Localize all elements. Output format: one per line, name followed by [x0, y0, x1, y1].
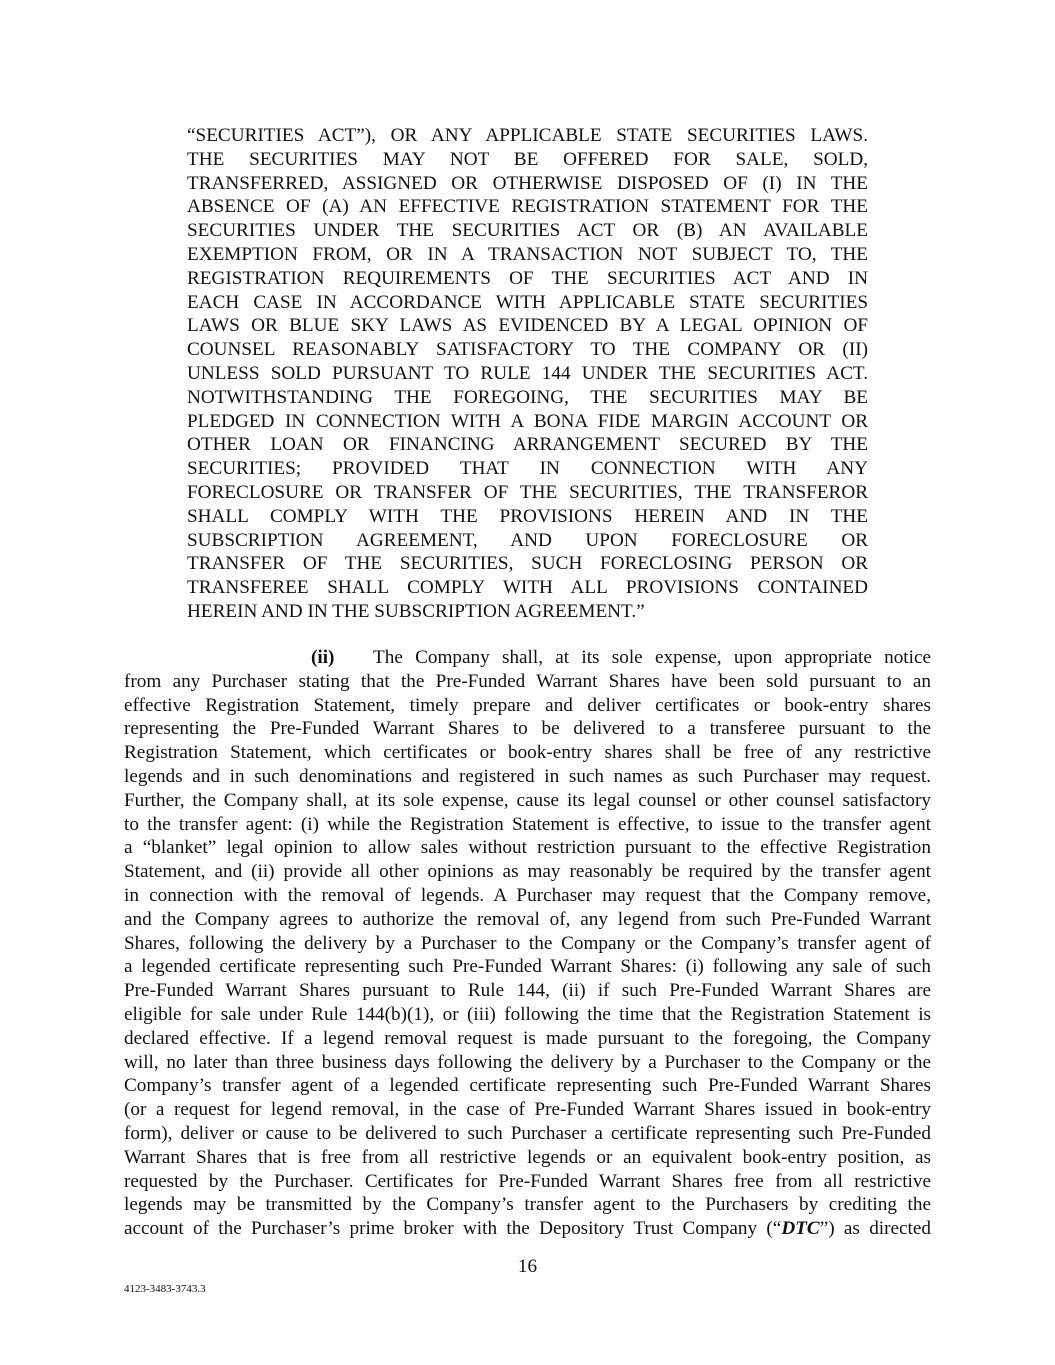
paragraph-line: effective Registration Statement, timely prepare and deliver certificates or book-entry shares [124, 694, 931, 716]
legend-line: COUNSEL REASONABLY SATISFACTORY TO THE COMPANY OR (II) [187, 339, 868, 361]
legend-line: ABSENCE OF (A) AN EFFECTIVE REGISTRATION STATEMENT FOR THE [187, 196, 868, 218]
last-line-before: account of the Purchaser’s prime broker with the Depository Trust Company (“ [124, 1218, 782, 1240]
paragraph-line: a “blanket” legal opinion to allow sales without restriction pursuant to the effective Registration [124, 837, 931, 859]
paragraph-line: legends and in such denominations and registered in such names as such Purchaser may request. [124, 765, 931, 787]
legend-line: NOTWITHSTANDING THE FOREGOING, THE SECURITIES MAY BE [187, 386, 868, 408]
legend-line: TRANSFEREE SHALL COMPLY WITH ALL PROVISIONS CONTAINED [187, 577, 868, 599]
section-ii-first-line [124, 646, 931, 670]
paragraph-last-line [124, 1217, 931, 1241]
paragraph-line: Shares, following the delivery by a Purchaser to the Company or the Company’s transfer agent of [124, 932, 931, 954]
paragraph-line: declared effective. If a legend removal request is made pursuant to the foregoing, the Company [124, 1027, 931, 1049]
paragraph-line: eligible for sale under Rule 144(b)(1), or (iii) following the time that the Registration Statement is [124, 1003, 931, 1025]
document-id: 4123-3483-3743.3 [124, 1283, 206, 1295]
section-ii-paragraph [124, 646, 931, 1241]
paragraph-line: Company’s transfer agent of a legended certificate representing such Pre-Funded Warrant Shares [124, 1075, 931, 1097]
paragraph-line: will, no later than three business days following the delivery by a Purchaser to the Company or the [124, 1051, 931, 1073]
legend-line: LAWS OR BLUE SKY LAWS AS EVIDENCED BY A LEGAL OPINION OF [187, 315, 868, 337]
paragraph-line: and the Company agrees to authorize the removal of, any legend from such Pre-Funded Warrant [124, 908, 931, 930]
paragraph-line: Registration Statement, which certificates or book-entry shares shall be free of any restrictive [124, 742, 931, 764]
paragraph-line: to the transfer agent: (i) while the Registration Statement is effective, to issue to the transfer agent [124, 813, 931, 835]
paragraph-line: in connection with the removal of legends. A Purchaser may request that the Company remove, [124, 884, 931, 906]
legend-line: SECURITIES UNDER THE SECURITIES ACT OR (B) AN AVAILABLE [187, 220, 868, 242]
legend-line: EACH CASE IN ACCORDANCE WITH APPLICABLE STATE SECURITIES [187, 291, 868, 313]
paragraph-line: (or a request for legend removal, in the case of Pre-Funded Warrant Shares issued in book-entry [124, 1099, 931, 1121]
legend-line: OTHER LOAN OR FINANCING ARRANGEMENT SECURED BY THE [187, 434, 868, 456]
paragraph-line: Warrant Shares that is free from all restrictive legends or an equivalent book-entry position, as [124, 1146, 931, 1168]
legend-line: UNLESS SOLD PURSUANT TO RULE 144 UNDER THE SECURITIES ACT. [187, 362, 868, 384]
paragraph-line: representing the Pre-Funded Warrant Shares to be delivered to a transferee pursuant to the [124, 718, 931, 740]
legend-line: SUBSCRIPTION AGREEMENT, AND UPON FORECLOSURE OR [187, 529, 868, 551]
legend-line: SECURITIES; PROVIDED THAT IN CONNECTION WITH ANY [187, 458, 868, 480]
defined-term-dtc: DTC [781, 1218, 820, 1240]
legend-line: HEREIN AND IN THE SUBSCRIPTION AGREEMENT.” [187, 600, 645, 622]
paragraph-line: legends may be transmitted by the Company’s transfer agent to the Purchasers by crediting the [124, 1194, 931, 1216]
legend-line: “SECURITIES ACT”), OR ANY APPLICABLE STATE SECURITIES LAWS. [187, 125, 868, 146]
legend-line: THE SECURITIES MAY NOT BE OFFERED FOR SALE, SOLD, [187, 148, 868, 170]
legend-line: FORECLOSURE OR TRANSFER OF THE SECURITIES, THE TRANSFEROR [187, 481, 868, 503]
legend-line: TRANSFER OF THE SECURITIES, SUCH FORECLOSING PERSON OR [187, 553, 868, 575]
paragraph-line: form), deliver or cause to be delivered to such Purchaser a certificate representing such Pre-Funded [124, 1122, 931, 1144]
paragraph-line: Statement, and (ii) provide all other opinions as may reasonably be required by the transfer agent [124, 861, 931, 883]
paragraph-line: a legended certificate representing such Pre-Funded Warrant Shares: (i) following any sale of such [124, 956, 931, 978]
legend-line: REGISTRATION REQUIREMENTS OF THE SECURITIES ACT AND IN [187, 267, 868, 289]
legend-line: PLEDGED IN CONNECTION WITH A BONA FIDE MARGIN ACCOUNT OR [187, 410, 868, 432]
last-line-after: ”) as directed [819, 1218, 931, 1240]
paragraph-line: Further, the Company shall, at its sole expense, cause its legal counsel or other counsel satisfactory [124, 789, 931, 811]
section-ii-first-line-text: The Company shall, at its sole expense, upon appropriate notice [373, 647, 931, 668]
paragraph-line: from any Purchaser stating that the Pre-Funded Warrant Shares have been sold pursuant to an [124, 670, 931, 692]
page-number: 16 [517, 1256, 538, 1277]
legend-line: TRANSFERRED, ASSIGNED OR OTHERWISE DISPOSED OF (I) IN THE [187, 172, 868, 194]
paragraph-line: Pre-Funded Warrant Shares pursuant to Rule 144, (ii) if such Pre-Funded Warrant Shares are [124, 980, 931, 1002]
legend-line: SHALL COMPLY WITH THE PROVISIONS HEREIN AND IN THE [187, 505, 868, 527]
section-number: (ii) [311, 647, 335, 668]
legend-line: EXEMPTION FROM, OR IN A TRANSACTION NOT SUBJECT TO, THE [187, 243, 868, 265]
paragraph-line: requested by the Purchaser. Certificates for Pre-Funded Warrant Shares free from all restrictive [124, 1170, 931, 1192]
restrictive-legend [187, 124, 868, 624]
